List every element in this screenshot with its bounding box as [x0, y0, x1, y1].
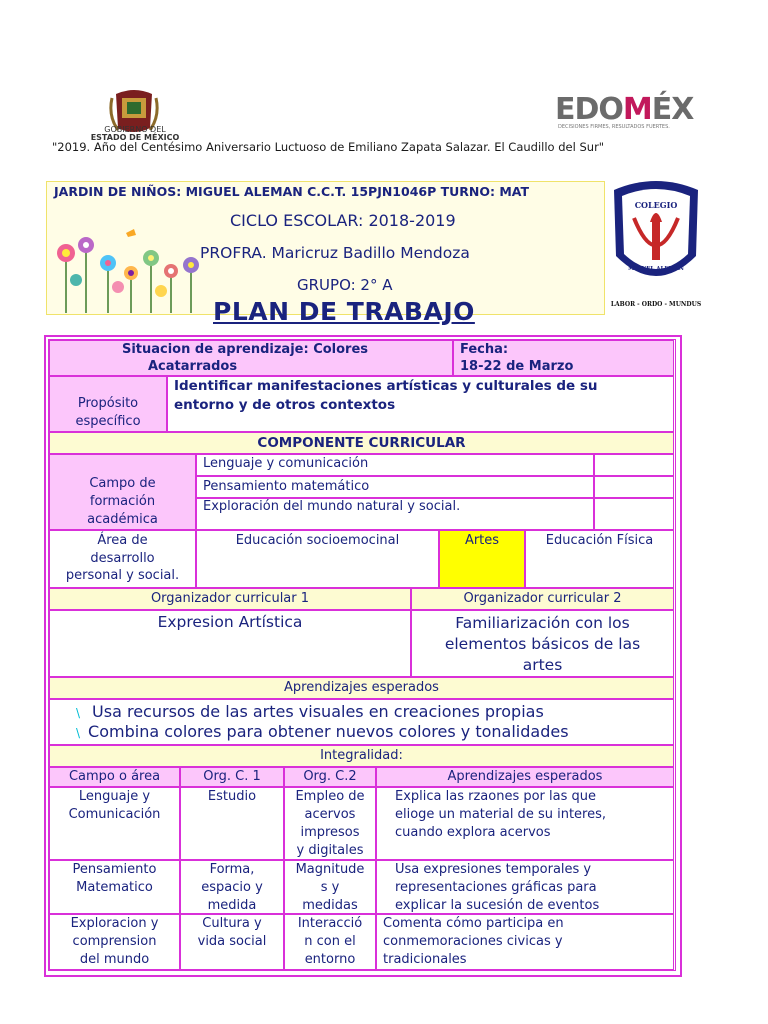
table-cell-line: Magnitude [295, 862, 365, 877]
table-cell-aprend [376, 914, 674, 970]
table-cell-line: entorno [304, 952, 356, 967]
gob-line-1: GOBIERNO DEL [104, 125, 166, 134]
table-cell-line: medida [207, 898, 257, 913]
grupo-label: GRUPO: 2° A [297, 276, 393, 294]
area-label-1: Área de [97, 533, 148, 548]
table-cell-campo [49, 860, 180, 914]
table-cell-line: Empleo de [295, 789, 365, 804]
table-cell-line: medidas [302, 898, 358, 913]
org2-line-2: elementos básicos de las [444, 635, 641, 653]
integralidad-header: Integralidad: [49, 745, 674, 767]
col-header-campo: Campo o área [49, 767, 180, 787]
colegio-miguel-aleman-logo-icon [604, 178, 708, 312]
table-cell-org1 [180, 914, 284, 970]
bullet-icon: \ [76, 706, 81, 720]
organizador-1-value: Expresion Artística [49, 610, 411, 677]
table-cell-line: explicar la sucesión de eventos [395, 898, 600, 913]
campo-label-1: Campo de [89, 476, 156, 491]
aprendizaje-item [76, 722, 569, 743]
year-dedication: "2019. Año del Centésimo Aniversario Luctuoso de Emiliano Zapata Salazar. El Caudillo del Sur" [52, 140, 605, 154]
table-cell-line: Usa expresiones temporales y [395, 862, 592, 877]
area-desarrollo-label-cell [49, 530, 196, 588]
table-cell-line: Matematico [76, 880, 153, 895]
org2-line-3: artes [522, 656, 563, 674]
table-cell-line: Lenguaje y [78, 789, 151, 804]
table-cell-campo [49, 914, 180, 970]
table-cell-line: Pensamiento [72, 862, 157, 877]
table-cell-org2 [284, 914, 376, 970]
proposito-text-1: Identificar manifestaciones artísticas y culturales de su [174, 378, 598, 394]
table-cell-campo [49, 787, 180, 860]
situacion-line-1: Situacion de aprendizaje: Colores [121, 342, 369, 357]
aprendizaje-text: Usa recursos de las artes visuales en creaciones propias [92, 702, 544, 721]
table-cell-org2 [284, 787, 376, 860]
table-cell-aprend [376, 787, 674, 860]
situacion-cell [49, 340, 453, 376]
aprendizaje-text: Combina colores para obtener nuevos colores y tonalidades [88, 722, 569, 741]
proposito-label-cell [49, 376, 167, 432]
proposito-label-2: específico [75, 414, 141, 429]
table-cell-line: representaciones gráficas para [395, 880, 597, 895]
page-title: PLAN DE TRABAJO [213, 297, 475, 326]
fecha-cell [453, 340, 674, 376]
proposito-text-2: entorno y de otros contextos [174, 397, 396, 413]
table-cell-org1 [180, 787, 284, 860]
table-cell-org1 [180, 860, 284, 914]
proposito-label-1: Propósito [77, 396, 139, 411]
edomex-a: EDO [555, 92, 623, 127]
campo-formacion-label-cell [49, 454, 196, 530]
col-header-org2: Org. C.2 [284, 767, 376, 787]
table-cell-line: Cultura y [202, 916, 262, 931]
table-cell-line: elioge un material de su interes, [395, 807, 606, 822]
school-name-line: JARDIN DE NIÑOS: MIGUEL ALEMAN C.C.T. 15PJN1046P TURNO: MAT [54, 184, 530, 199]
aprendizaje-item [76, 702, 544, 723]
flowers-illustration-icon [46, 225, 206, 313]
edomex-logo [555, 92, 693, 127]
area-label-3: personal y social. [65, 568, 180, 583]
table-cell-line: Estudio [207, 789, 257, 804]
organizador-2-label: Organizador curricular 2 [411, 588, 674, 610]
edomex-c: ÉX [651, 92, 694, 127]
campo-item-check [594, 498, 674, 530]
org2-line-1: Familiarización con los [455, 614, 630, 632]
table-cell-line: Exploracion y [70, 916, 159, 931]
table-cell-line: tradicionales [383, 952, 467, 967]
edomex-slogan: DECISIONES FIRMES, RESULTADOS FUERTES. [558, 124, 670, 130]
componente-curricular-header: COMPONENTE CURRICULAR [49, 432, 674, 454]
aprendizajes-header: Aprendizajes esperados [49, 677, 674, 699]
organizador-2-value-cell [411, 610, 674, 677]
fecha-label: Fecha: [460, 342, 509, 357]
table-cell-line: cuando explora acervos [395, 825, 551, 840]
gob-line-2: ESTADO DE MÉXICO [90, 133, 180, 142]
table-cell-line: n con el [304, 934, 356, 949]
campo-item-check [594, 454, 674, 476]
situacion-line-2: Acatarrados [148, 359, 238, 374]
table-cell-line: Forma, [209, 862, 255, 877]
campo-label-2: formación [89, 494, 156, 509]
colegio-name-text: MIGUEL ALEMÁN [628, 266, 684, 272]
campo-item: Pensamiento matemático [196, 476, 594, 498]
colegio-top-text: COLEGIO [634, 200, 678, 210]
table-cell-line: del mundo [79, 952, 150, 967]
area-label-2: desarrollo [90, 550, 155, 566]
campo-label-3: académica [87, 512, 158, 527]
table-cell-line: espacio y [201, 880, 263, 895]
area-artes: Artes [439, 530, 525, 588]
table-cell-line: y digitales [296, 843, 364, 858]
table-cell-line: acervos [304, 807, 356, 822]
edomex-b: M [622, 92, 652, 127]
profesora-name: PROFRA. Maricruz Badillo Mendoza [200, 244, 470, 262]
table-cell-line: vida social [197, 934, 267, 949]
table-cell-line: Comunicación [68, 807, 161, 822]
table-cell-org2 [284, 860, 376, 914]
table-cell-line: comprension [72, 934, 157, 949]
fecha-value: 18-22 de Marzo [460, 359, 574, 374]
table-cell-line: impresos [300, 825, 360, 840]
campo-item: Exploración del mundo natural y social. [196, 498, 594, 530]
organizador-1-label: Organizador curricular 1 [49, 588, 411, 610]
area-educacion-fisica: Educación Física [525, 530, 674, 588]
table-cell-line: conmemoraciones civicas y [383, 934, 563, 949]
colegio-motto: LABOR - ORDO - MUNDUS [610, 301, 702, 308]
ciclo-escolar: CICLO ESCOLAR: 2018-2019 [230, 211, 456, 230]
table-cell-line: Interacció [297, 916, 363, 931]
col-header-org1: Org. C. 1 [180, 767, 284, 787]
col-header-aprendizajes: Aprendizajes esperados [376, 767, 674, 787]
table-cell-line: s y [320, 880, 340, 895]
campo-item-check [594, 476, 674, 498]
table-cell-line: Comenta cómo participa en [383, 916, 564, 931]
table-cell-line: Explica las rzaones por las que [395, 789, 596, 804]
proposito-text-cell [167, 376, 674, 432]
campo-item: Lenguaje y comunicación [196, 454, 594, 476]
table-cell-aprend [376, 860, 674, 914]
bullet-icon: \ [76, 726, 81, 740]
aprendizajes-list [49, 699, 674, 745]
area-socioemocional: Educación socioemocinal [196, 530, 439, 588]
